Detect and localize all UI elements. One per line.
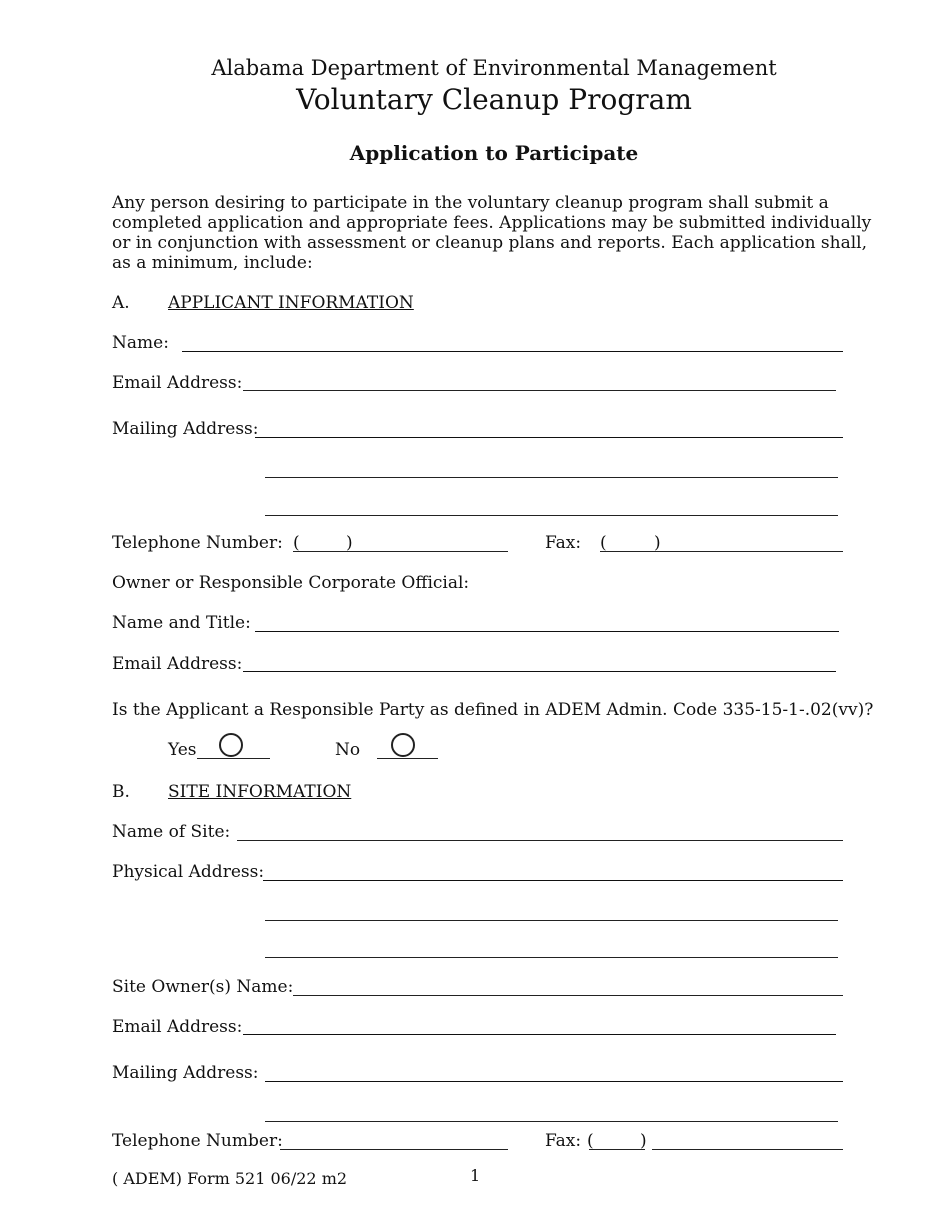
applicant-mailing-field-3[interactable]	[265, 515, 838, 516]
site-owner-fax-field[interactable]	[652, 1149, 843, 1150]
owner-email-label: Email Address:	[112, 654, 243, 674]
owner-heading: Owner or Responsible Corporate Official:	[112, 573, 470, 593]
applicant-mailing-field-1[interactable]	[255, 437, 843, 438]
responsible-party-question: Is the Applicant a Responsible Party as defined in ADEM Admin. Code 335-15-1-.02(vv)?	[112, 700, 874, 720]
site-fax-close-paren: )	[640, 1131, 647, 1151]
program-name: Voluntary Cleanup Program	[296, 83, 692, 116]
applicant-email-label: Email Address:	[112, 373, 243, 393]
applicant-fax-field[interactable]	[600, 551, 843, 552]
site-owner-phone-label: Telephone Number:	[112, 1131, 283, 1151]
phone-area-open-paren: (	[293, 533, 300, 553]
yes-radio[interactable]	[219, 733, 243, 757]
section-b-title: SITE INFORMATION	[168, 782, 352, 802]
no-radio[interactable]	[391, 733, 415, 757]
fax-area-close-paren: )	[654, 533, 661, 553]
site-owner-name-field[interactable]	[293, 995, 843, 996]
owner-name-title-field[interactable]	[255, 631, 839, 632]
fax-area-open-paren: (	[600, 533, 607, 553]
applicant-phone-field[interactable]	[293, 551, 508, 552]
section-a-title: APPLICANT INFORMATION	[168, 293, 414, 313]
site-owner-email-label: Email Address:	[112, 1017, 243, 1037]
section-a-letter: A.	[112, 293, 130, 313]
site-owner-mailing-label: Mailing Address:	[112, 1063, 259, 1083]
phone-area-close-paren: )	[346, 533, 353, 553]
site-fax-open-paren: (	[587, 1131, 594, 1151]
intro-paragraph: Any person desiring to participate in the voluntary cleanup program shall submit a completed application and appropriate fees. Applications may be submitted individually or in conjunction with assessment or cleanup plans and reports. Each application shall, as a minimum, include:	[112, 193, 872, 273]
site-owner-mailing-field-1[interactable]	[265, 1081, 843, 1082]
physical-address-field-2[interactable]	[265, 920, 838, 921]
yes-underline	[197, 758, 270, 759]
physical-address-label: Physical Address:	[112, 862, 265, 882]
agency-name: Alabama Department of Environmental Management	[211, 56, 777, 80]
owner-email-field[interactable]	[243, 671, 836, 672]
applicant-name-field[interactable]	[182, 351, 843, 352]
yes-label: Yes	[168, 740, 197, 760]
site-owner-fax-label: Fax:	[545, 1131, 582, 1151]
applicant-phone-label: Telephone Number:	[112, 533, 283, 553]
site-name-label: Name of Site:	[112, 822, 231, 842]
no-underline	[377, 758, 438, 759]
site-owner-phone-field[interactable]	[280, 1149, 508, 1150]
site-owner-email-field[interactable]	[243, 1034, 836, 1035]
owner-name-title-label: Name and Title:	[112, 613, 251, 633]
site-fax-area-field[interactable]	[589, 1149, 645, 1150]
applicant-fax-label: Fax:	[545, 533, 582, 553]
applicant-email-field[interactable]	[243, 390, 836, 391]
site-owner-mailing-field-2[interactable]	[265, 1121, 838, 1122]
physical-address-field-1[interactable]	[263, 880, 843, 881]
no-label: No	[335, 740, 361, 760]
site-owner-name-label: Site Owner(s) Name:	[112, 977, 294, 997]
site-name-field[interactable]	[237, 840, 843, 841]
page-title: Application to Participate	[349, 141, 639, 165]
applicant-mailing-field-2[interactable]	[265, 477, 838, 478]
form-id: ( ADEM) Form 521 06/22 m2	[112, 1169, 348, 1188]
section-b-letter: B.	[112, 782, 130, 802]
applicant-name-label: Name:	[112, 333, 169, 353]
applicant-mailing-label: Mailing Address:	[112, 419, 259, 439]
page-number: 1	[470, 1166, 481, 1185]
physical-address-field-3[interactable]	[265, 957, 838, 958]
